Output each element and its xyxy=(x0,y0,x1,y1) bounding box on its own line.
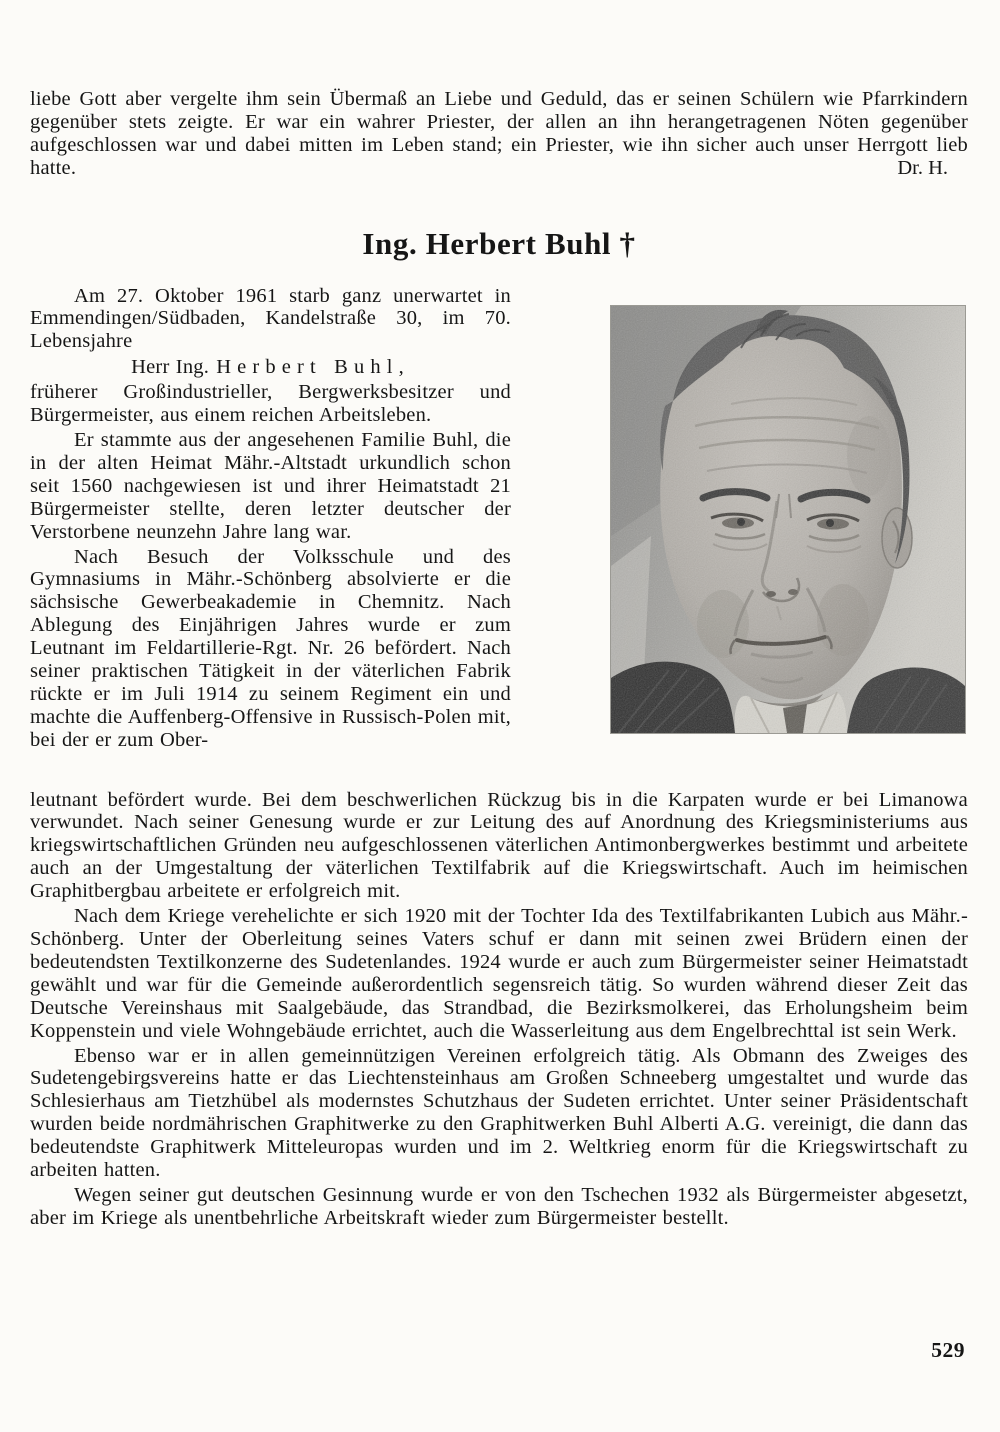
obituary-article xyxy=(30,285,968,1230)
photo-grain-overlay xyxy=(611,306,965,733)
page-content xyxy=(30,88,968,1232)
paragraph-education: Nach Besuch der Volksschule und des Gymnasiums in Mähr.-Schönberg absolvierte er die sächsische Gewerbeakademie in Chemnitz. Nach Ablegung des Einjährigen Jahres wurde er zum Leutnant im Feldartillerie-Rgt. Nr. 26 befördert. Nach seiner praktischen Tätigkeit in der väterlichen Fabrik rückte er im Juli 1914 zu seinem Regiment ein und machte die Auffenberg-Offensive in Russisch-Polen mit, bei der er zum Ober- xyxy=(30,545,511,751)
portrait-illustration xyxy=(611,306,965,733)
intro-paragraph: liebe Gott aber vergelte ihm sein Übermaß an Liebe und Geduld, das er seinen Schülern wie Pfarrkindern gegenüber stets zeigte. Er war ein wahrer Priester, der allen an ihn herangetragenen Nöten gegenüber aufgeschlossen war und dabei mitten im Leben stand; ein Priester, wie ihn sicher auch unser Herrgott lieb hatte. xyxy=(30,88,968,179)
page-number: 529 xyxy=(931,1338,965,1362)
paragraph-community: Ebenso war er in allen gemeinnützigen Vereinen erfolgreich tätig. Als Obmann des Zweiges des Sudetengebirgsvereins hatte er das Liechtensteinhaus am Großen Schneeberg umgestaltet und wurde das Schlesierhaus am Tietzhübel als modernstes Schutzhaus der Sudeten errichtet. Unter seiner Präsidentschaft wurden beide nordmährischen Graphitwerke zu den Graphitwerken Buhl Alberti A.G. vereinigt, die dann das bedeutendste Graphitwerk Mitteleuropas wurden und im 2. Weltkrieg enorm für die Kriegswirtschaft zu arbeiten hatten. xyxy=(30,1044,968,1182)
paragraph-war: leutnant befördert wurde. Bei dem beschwerlichen Rückzug bis in die Karpaten wurde er bei Limanowa verwundet. Nach seiner Genesung wurde er zur Leitung des auf Anordnung des Kriegsministeriums aus kriegswirtschaftlichen Gründen neu aufgeschlossenen väterlichen Antimonbergwerkes bestimmt und arbeitete auch an der Umgestaltung der väterlichen Textilfabrik auf die Kriegswirtschaft. Auch im heimischen Graphitbergbau arbeitete er erfolgreich mit. xyxy=(30,788,968,903)
intro-signature: Dr. H. xyxy=(897,156,948,179)
portrait-photo xyxy=(610,305,966,734)
paragraph-dismissal: Wegen seiner gut deutschen Gesinnung wurde er von den Tschechen 1932 als Bürgermeister abgesetzt, aber im Kriege als unentbehrliche Arbeitskraft wieder zum Bürgermeister bestellt. xyxy=(30,1183,968,1229)
paragraph-career: früherer Großindustrieller, Bergwerksbesitzer und Bürgermeister, aus einem reichen Arbeitsleben. xyxy=(30,381,511,427)
name-prefix: Herr Ing. xyxy=(131,356,210,379)
name-spaced: Herbert Buhl, xyxy=(216,356,410,379)
paragraph-marriage: Nach dem Kriege verehelichte er sich 1920 mit der Tochter Ida des Textilfabrikanten Lubich aus Mähr.-Schönberg. Unter der Oberleitung seines Vaters schuf er dann mit seinen zwei Brüdern einen der bedeutendsten Textilkonzerne des Sudetenlandes. 1924 wurde er auch zum Bürgermeister seiner Heimatstadt gewählt und war für die Gemeinde außerordentlich segensreich tätig. So wurden während dieser Zeit das Deutsche Vereinshaus mit Saalgebäude, das Strandbad, die Bezirksmolkerei, das Erholungsheim beim Koppenstein und viele Wohngebäude errichtet, auch die Wasserleitung aus dem Engelbrechttal ist sein Werk. xyxy=(30,905,968,1042)
paragraph-death: Am 27. Oktober 1961 starb ganz unerwartet in Emmendingen/Südbaden, Kandelstraße 30, im 70. Lebensjahre xyxy=(30,284,511,353)
obituary-title: Ing. Herbert Buhl † xyxy=(362,225,636,261)
paragraph-family: Er stammte aus der angesehenen Familie Buhl, die in der alten Heimat Mähr.-Altstadt urkundlich schon seit 1560 nachgewiesen ist und ihrer Heimatstadt 21 Bürgermeister stellte, deren letzter deutscher der Verstorbene neunzehn Jahre lang war. xyxy=(30,428,511,543)
